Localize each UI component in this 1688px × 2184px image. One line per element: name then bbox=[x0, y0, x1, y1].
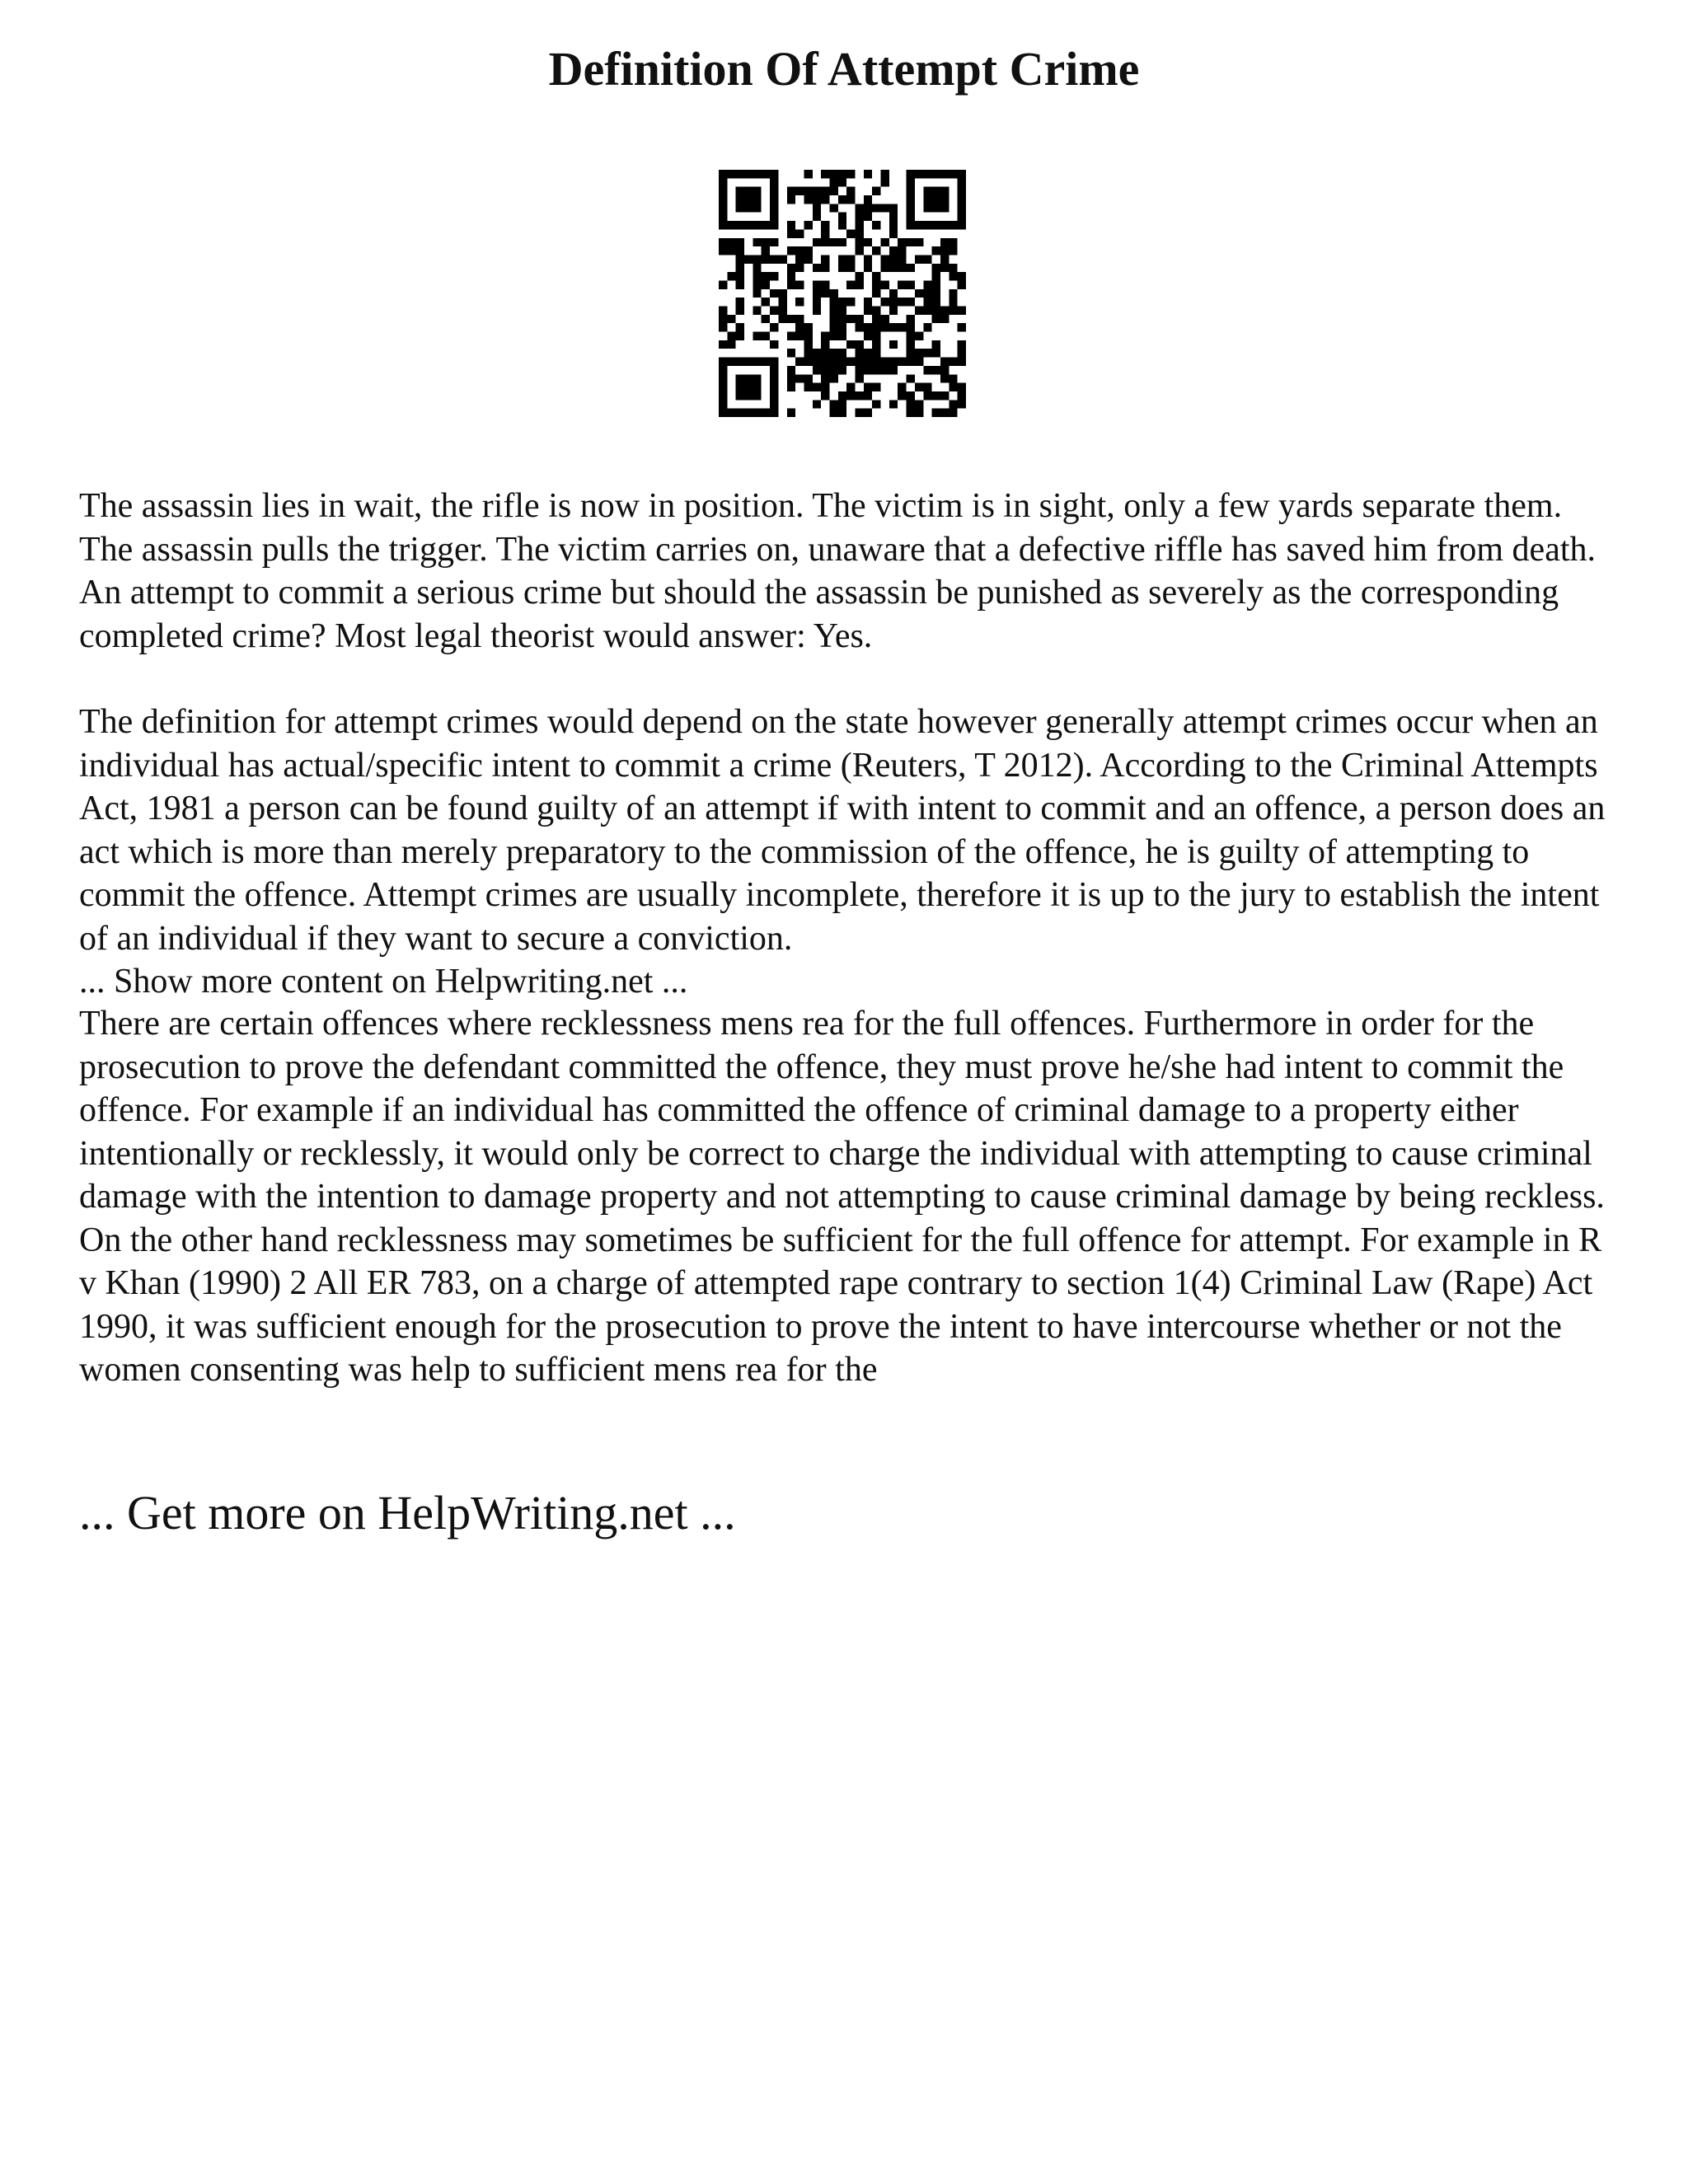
get-more-link[interactable]: ... Get more on HelpWriting.net ... bbox=[79, 1486, 736, 1540]
paragraph-intro: The assassin lies in wait, the rifle is now in position. The victim is in sight, only a few yards separate them. The assassin pulls the trigger. The victim carries on, unaware that a defective riffle has saved him from death. An attempt to commit a serious crime but should the assassin be punished as severely as the corresponding completed crime? Most legal theorist would answer: Yes. bbox=[79, 487, 1597, 655]
show-more-link[interactable]: ... Show more content on Helpwriting.net ... bbox=[79, 963, 688, 1001]
paragraph-recklessness: There are certain offences where recklessness mens rea for the full offences. Furthermore in order for the prosecution to prove the defendant committed the offence, they must prove he/she had intent to commit the offence. For example if an individual has committed the offence of criminal damage to a property either intentionally or recklessly, it would only be correct to charge the individual with attempting to cause criminal damage with the intention to damage property and not attempting to cause criminal damage by being reckless. On the other hand recklessness may sometimes be sufficient for the full offence for attempt. For example in R v Khan (1990) 2 All ER 783, on a charge of attempted rape contrary to section 1(4) Criminal Law (Rape) Act 1990, it was sufficient enough for the prosecution to prove the intent to have intercourse whether or not the women consenting was help to sufficient mens rea for the bbox=[79, 1005, 1605, 1389]
page-title: Definition Of Attempt Crime bbox=[548, 42, 1140, 96]
qr-code-icon bbox=[719, 170, 966, 417]
paragraph-definition-text: The definition for attempt crimes would depend on the state however generally attempt crimes occur when an individual has actual/specific intent to commit a crime (Reuters, T 2012). According to the Criminal Attempts Act, 1981 a person can be found guilty of an attempt if with intent to commit and an offence, a person does an act which is more than merely preparatory to the commission of the offence, he is guilty of attempting to commit the offence. Attempt crimes are usually incomplete, therefore it is up to the jury to establish the intent of an individual if they want to secure a conviction. bbox=[79, 703, 1606, 958]
paragraph-definition bbox=[79, 701, 1620, 1004]
